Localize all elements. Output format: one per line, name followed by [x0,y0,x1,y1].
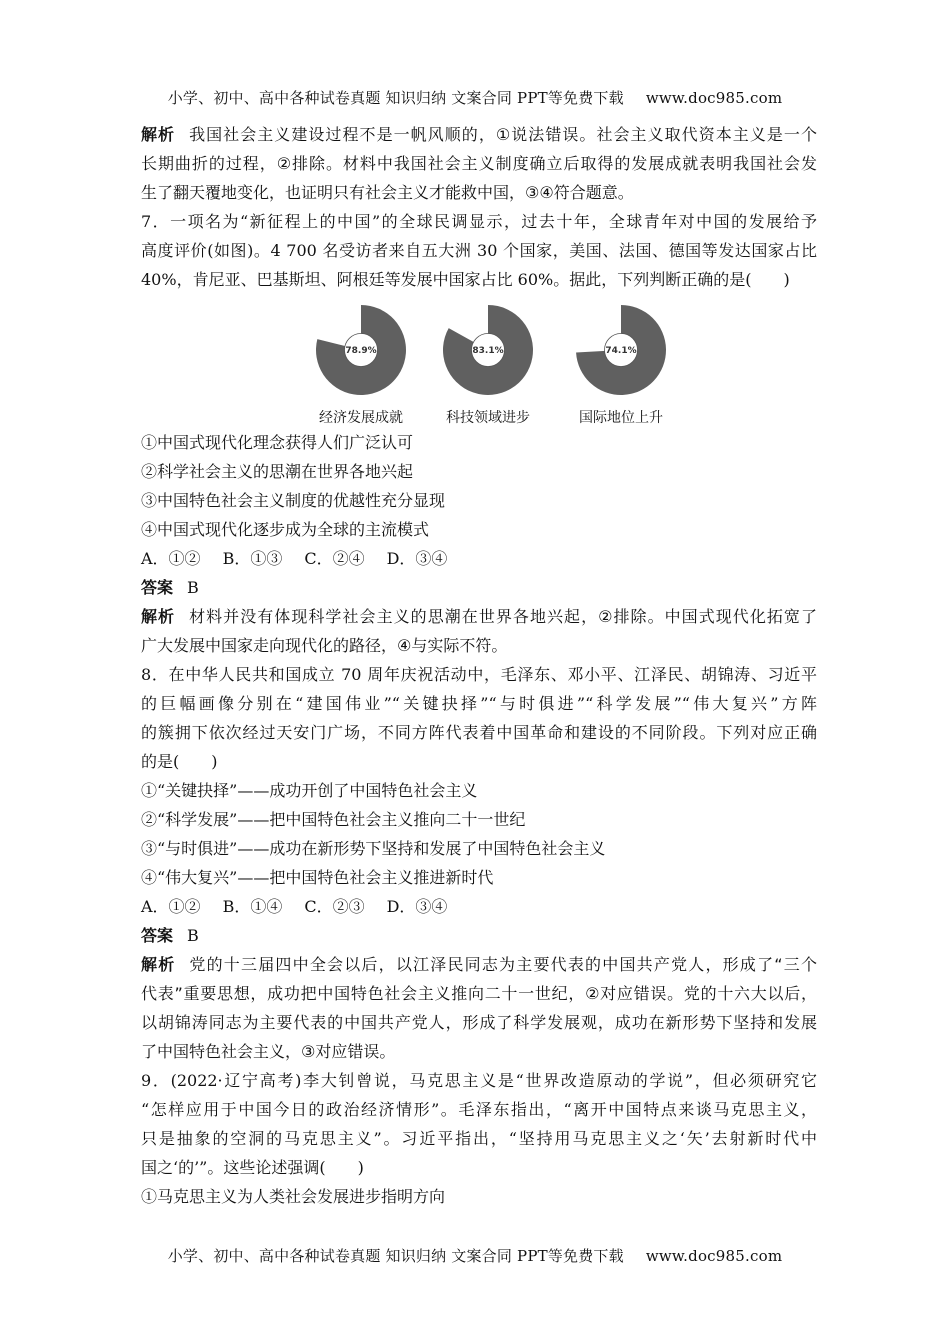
donut-chart-international [551,302,691,433]
q7-choice-c: C．②④ [304,549,365,568]
q9-stem-line-3: 只是抽象的空洞的马克思主义”。习近平指出，“坚持用马克思主义之‘矢’去射新时代中 [141,1129,817,1148]
q9-stem-line-4: 国之‘的’”。这些论述强调( ) [141,1158,364,1177]
q7-option-2: ②科学社会主义的思潮在世界各地兴起 [141,462,414,481]
donut-label-economy: 78.9% [345,346,377,356]
q8-analysis-label: 解析 [141,955,176,974]
q7-choice-d: D．③④ [386,549,448,568]
footer-text: 小学、初中、高中各种试卷真题 知识归纳 文案合同 PPT等免费下载 [167,1247,624,1265]
donut-svg-economy [313,302,409,398]
q7-option-3: ③中国特色社会主义制度的优越性充分显现 [141,491,446,510]
q8-choices [141,892,817,921]
q7-answer-value: B [187,578,199,597]
donut-svg-international [573,302,669,398]
q6-analysis-label: 解析 [141,125,176,144]
donut-caption-international: 国际地位上升 [579,410,663,426]
q7-choice-b: B．①③ [222,549,283,568]
donut-svg-technology [440,302,536,398]
q7-stem-line-2: 高度评价(如图)。4 700 名受访者来自五大洲 30 个国家，美国、法国、德国等发达国家占比 [141,241,817,260]
header-text: 小学、初中、高中各种试卷真题 知识归纳 文案合同 PPT等免费下载 [167,89,624,107]
donut-label-international: 74.1% [605,346,637,356]
q6-analysis-line-2: 长期曲折的过程，②排除。材料中我国社会主义制度确立后取得的发展成就表明我国社会发 [141,154,817,173]
q7-analysis-line-2: 广大发展中国家走向现代化的路径，④与实际不符。 [141,636,508,655]
q8-analysis-line-2: 代表”重要思想，成功把中国特色社会主义推向二十一世纪，②对应错误。党的十六大以后， [141,984,817,1003]
q8-choice-a: A．①② [141,897,201,916]
q7-choice-a: A．①② [141,549,201,568]
q7-option-4: ④中国式现代化逐步成为全球的主流模式 [141,520,430,539]
q8-analysis-line-1: 解析 党的十三届四中全会以后，以江泽民同志为主要代表的中国共产党人，形成了“三个 [141,955,817,974]
donut-caption-technology: 科技领域进步 [446,410,530,426]
q9-stem-line-2: “怎样应用于中国今日的政治经济情形”。毛泽东指出，“离开中国特点来谈马克思主义， [141,1100,817,1119]
q7-stem-line-3: 40%，肯尼亚、巴基斯坦、阿根廷等发展中国家占比 60%。据此，下列判断正确的是( ) [141,270,790,289]
q8-answer [141,921,817,950]
page-header [0,87,950,108]
page-footer [0,1245,950,1266]
q8-option-1: ①“关键抉择”——成功开创了中国特色社会主义 [141,781,478,800]
q7-choices [141,544,817,573]
donut-caption-economy: 经济发展成就 [319,410,403,426]
q8-option-4: ④“伟大复兴”——把中国特色社会主义推进新时代 [141,868,494,887]
q6-analysis-line-3: 生了翻天覆地变化，也证明只有社会主义才能救中国，③④符合题意。 [141,183,634,202]
q8-choice-b: B．①④ [222,897,283,916]
q7-donut-charts [141,294,817,428]
q8-stem-line-2: 的巨幅画像分别在“建国伟业”“关键抉择”“与时俱进”“科学发展”“伟大复兴”方阵 [141,694,817,713]
donut-chart-technology [418,302,558,433]
q7-answer [141,573,817,602]
footer-url[interactable]: www.doc985.com [645,1247,783,1265]
q8-answer-value: B [187,926,199,945]
q7-analysis-label: 解析 [141,607,176,626]
q8-analysis-line-4: 了中国特色社会主义，③对应错误。 [141,1042,396,1061]
q8-stem-line-1: 8．在中华人民共和国成立 70 周年庆祝活动中，毛泽东、邓小平、江泽民、胡锦涛、习近平 [141,665,817,684]
q8-answer-label: 答案 [141,926,174,945]
header-url[interactable]: www.doc985.com [645,89,783,107]
q8-stem-line-3: 的簇拥下依次经过天安门广场，不同方阵代表着中国革命和建设的不同阶段。下列对应正确 [141,723,817,742]
q8-stem-line-4: 的是( ) [141,752,218,771]
donut-label-technology: 83.1% [472,346,504,356]
q9-stem-line-1: 9．(2022·辽宁高考)李大钊曾说，马克思主义是“世界改造原动的学说”，但必须研究它 [141,1071,817,1090]
q7-stem-line-1: 7．一项名为“新征程上的中国”的全球民调显示，过去十年，全球青年对中国的发展给予 [141,212,817,231]
q7-analysis-line-1: 解析 材料并没有体现科学社会主义的思潮在世界各地兴起，②排除。中国式现代化拓宽了 [141,607,817,626]
q8-option-2: ②“科学发展”——把中国特色社会主义推向二十一世纪 [141,810,526,829]
q8-choice-d: D．③④ [386,897,448,916]
q7-answer-label: 答案 [141,578,174,597]
document-body [141,120,817,1211]
q8-option-3: ③“与时俱进”——成功在新形势下坚持和发展了中国特色社会主义 [141,839,606,858]
q8-analysis-line-3: 以胡锦涛同志为主要代表的中国共产党人，形成了科学发展观，成功在新形势下坚持和发展 [141,1013,817,1032]
q7-option-1: ①中国式现代化理念获得人们广泛认可 [141,433,414,452]
q8-choice-c: C．②③ [304,897,365,916]
donut-chart-economy [291,302,431,433]
q9-option-1: ①马克思主义为人类社会发展进步指明方向 [141,1187,446,1206]
q6-analysis-line-1: 解析 我国社会主义建设过程不是一帆风顺的，①说法错误。社会主义取代资本主义是一个 [141,125,817,144]
